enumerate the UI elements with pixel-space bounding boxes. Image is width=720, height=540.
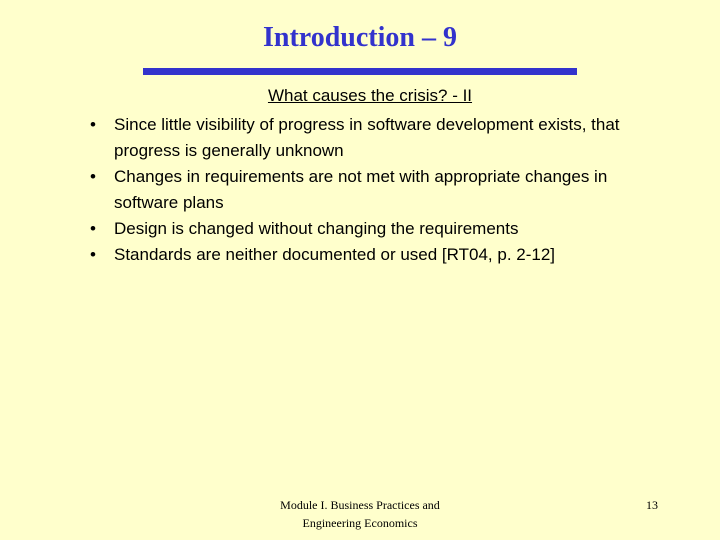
bullet-item: [86, 242, 646, 268]
bullet-list: [86, 112, 646, 268]
bullet-text: Since little visibility of progress in software development exists, that progress is generally unknown: [114, 115, 620, 160]
bullet-icon: •: [90, 245, 96, 264]
bullet-icon: •: [90, 167, 96, 186]
bullet-text: Changes in requirements are not met with appropriate changes in software plans: [114, 167, 608, 212]
footer-line-1: Module I. Business Practices and: [280, 498, 440, 512]
bullet-item: [86, 216, 646, 242]
slide-title: Introduction – 9: [263, 22, 457, 53]
bullet-text: Design is changed without changing the requirements: [114, 219, 519, 238]
bullet-text: Standards are neither documented or used [RT04, p. 2-12]: [114, 245, 556, 264]
bullet-icon: •: [90, 115, 96, 134]
title-underline-bar: [143, 68, 577, 75]
bullet-item: [86, 112, 646, 164]
bullet-item: [86, 164, 646, 216]
footer-text: [250, 496, 470, 532]
bullet-icon: •: [90, 219, 96, 238]
page-number: 13: [646, 498, 658, 512]
footer-line-2: Engineering Economics: [302, 516, 418, 530]
slide-subheading: What causes the crisis? - II: [267, 86, 473, 105]
